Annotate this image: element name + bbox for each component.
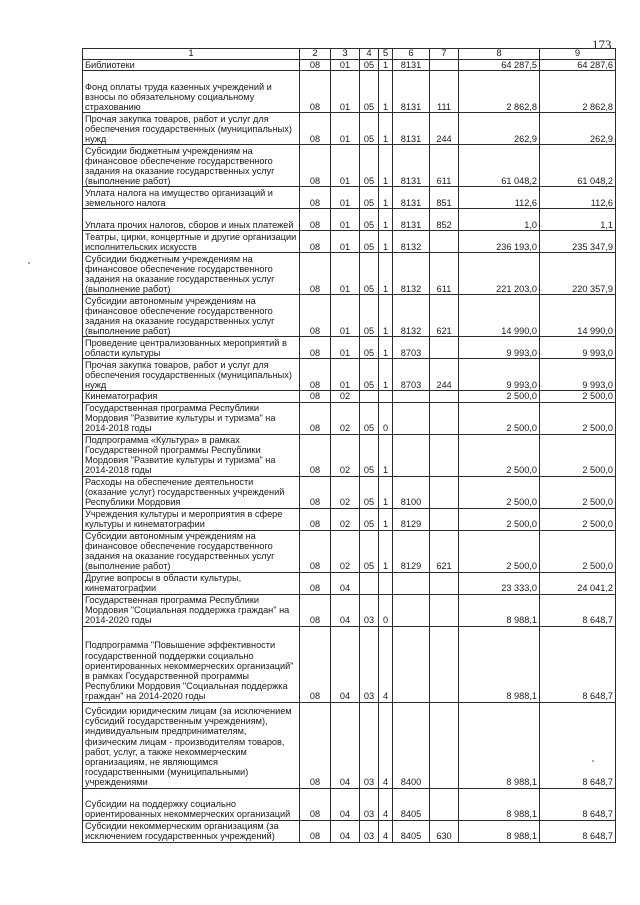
column-header: 3 [331,49,360,60]
cell-expense-type [430,402,459,434]
cell-amount-1: 2 500,0 [459,476,540,508]
cell-name: Учреждения культуры и мероприятия в сфере культуры и кинематографии [83,508,300,530]
cell-amount-2: 112,6 [540,187,616,209]
cell-program: 05 [360,60,379,71]
cell-amount-1: 8 988,1 [459,594,540,626]
table-row [83,530,616,572]
cell-name: Субсидии автономным учреждениям на финансовое обеспечение государственного задания на оказание государственных услуг (выполнение работ) [83,530,300,572]
cell-amount-2: 14 990,0 [540,295,616,337]
cell-subprogram: 1 [379,434,393,476]
cell-expense-type [430,391,459,402]
cell-amount-2: 9 993,0 [540,359,616,391]
table-row [83,702,616,788]
cell-expense-type [430,337,459,359]
cell-section: 08 [300,391,331,402]
cell-subprogram: 1 [379,508,393,530]
cell-subsection: 01 [331,145,360,187]
cell-subprogram: 1 [379,337,393,359]
cell-subprogram: 4 [379,626,393,702]
cell-expense-type: 621 [430,295,459,337]
cell-section: 08 [300,337,331,359]
cell-expense-type [430,231,459,253]
cell-amount-2: 8 648,7 [540,702,616,788]
table-row [83,626,616,702]
cell-subsection: 01 [331,295,360,337]
cell-amount-2: 2 500,0 [540,476,616,508]
cell-amount-2: 64 287,6 [540,60,616,71]
cell-subprogram: 1 [379,209,393,231]
cell-amount-2: 8 648,7 [540,788,616,820]
cell-expense-type: 852 [430,209,459,231]
scan-speck [592,760,594,762]
cell-amount-2: 8 648,7 [540,626,616,702]
cell-direction [393,626,430,702]
cell-subsection: 02 [331,402,360,434]
cell-amount-1: 14 990,0 [459,295,540,337]
cell-subprogram: 4 [379,820,393,842]
cell-subprogram: 4 [379,788,393,820]
cell-subsection: 01 [331,359,360,391]
cell-amount-1: 236 193,0 [459,231,540,253]
cell-amount-1: 1,0 [459,209,540,231]
cell-subsection: 04 [331,820,360,842]
table-row [83,295,616,337]
cell-amount-1: 8 988,1 [459,820,540,842]
cell-name: Уплата прочих налогов, сборов и иных платежей [83,209,300,231]
cell-direction: 8703 [393,359,430,391]
cell-section: 08 [300,295,331,337]
table-row [83,476,616,508]
cell-subsection: 02 [331,508,360,530]
cell-expense-type: 111 [430,71,459,113]
cell-subsection: 02 [331,530,360,572]
table-row [83,402,616,434]
cell-amount-1: 262,9 [459,113,540,145]
cell-direction [393,402,430,434]
cell-amount-1: 2 500,0 [459,391,540,402]
table-row [83,71,616,113]
column-header: 2 [300,49,331,60]
cell-expense-type: 611 [430,253,459,295]
cell-name: Субсидии на поддержку социально ориентированных некоммерческих организаций [83,788,300,820]
cell-program: 03 [360,788,379,820]
cell-amount-1: 8 988,1 [459,788,540,820]
cell-subsection: 01 [331,337,360,359]
cell-direction [393,391,430,402]
table-row [83,572,616,594]
table-row [83,788,616,820]
cell-subprogram [379,391,393,402]
cell-program: 05 [360,476,379,508]
cell-direction: 8405 [393,788,430,820]
cell-subprogram: 0 [379,594,393,626]
cell-expense-type: 851 [430,187,459,209]
cell-name: Проведение централизованных мероприятий в области культуры [83,337,300,359]
cell-amount-2: 2 500,0 [540,530,616,572]
table-body [83,60,616,842]
cell-program: 03 [360,820,379,842]
cell-expense-type: 611 [430,145,459,187]
cell-name: Субсидии юридическим лицам (за исключением субсидий государственным учреждениям), индивидуальным предпринимателям, физическим лицам - производителям товаров, работ, услуг, а также некоммерческим организациям, не являющимся государственными (муниципальными) учреждениями [83,702,300,788]
cell-amount-1: 2 500,0 [459,402,540,434]
cell-subsection: 01 [331,231,360,253]
table-row [83,594,616,626]
table-row [83,209,616,231]
cell-direction: 8100 [393,476,430,508]
cell-subprogram: 0 [379,402,393,434]
cell-amount-2: 8 648,7 [540,820,616,842]
cell-program [360,391,379,402]
table-row [83,359,616,391]
cell-expense-type: 244 [430,113,459,145]
cell-amount-1: 221 203,0 [459,253,540,295]
cell-amount-1: 64 287,5 [459,60,540,71]
cell-amount-2: 2 500,0 [540,402,616,434]
cell-amount-2: 235 347,9 [540,231,616,253]
table-row [83,253,616,295]
cell-section: 08 [300,702,331,788]
cell-section: 08 [300,434,331,476]
column-header: 6 [393,49,430,60]
cell-amount-2: 2 500,0 [540,391,616,402]
cell-expense-type [430,434,459,476]
cell-expense-type [430,572,459,594]
cell-subsection: 02 [331,391,360,402]
column-header: 8 [459,49,540,60]
table-row [83,391,616,402]
cell-amount-1: 2 500,0 [459,530,540,572]
cell-subprogram: 1 [379,60,393,71]
cell-program [360,572,379,594]
column-header: 4 [360,49,379,60]
cell-direction: 8131 [393,113,430,145]
column-header-row [83,49,616,60]
cell-amount-2: 262,9 [540,113,616,145]
cell-program: 05 [360,434,379,476]
cell-subsection: 02 [331,434,360,476]
cell-section: 08 [300,402,331,434]
budget-table [82,48,616,843]
cell-name: Субсидии некоммерческим организациям (за исключением государственных учреждений) [83,820,300,842]
cell-subsection: 01 [331,187,360,209]
cell-name: Фонд оплаты труда казенных учреждений и взносы по обязательному социальному страхованию [83,71,300,113]
cell-section: 08 [300,359,331,391]
cell-name: Театры, цирки, концертные и другие организации исполнительских искусств [83,231,300,253]
cell-expense-type: 244 [430,359,459,391]
cell-name: Субсидии бюджетным учреждениям на финансовое обеспечение государственного задания на оказание государственных услуг (выполнение работ) [83,145,300,187]
cell-subsection: 01 [331,253,360,295]
column-header: 9 [540,49,616,60]
cell-section: 08 [300,145,331,187]
cell-section: 08 [300,231,331,253]
table-row [83,113,616,145]
cell-section: 08 [300,60,331,71]
cell-program: 03 [360,594,379,626]
scan-speck [28,262,30,264]
cell-subprogram: 1 [379,476,393,508]
cell-subprogram: 4 [379,702,393,788]
cell-amount-2: 8 648,7 [540,594,616,626]
cell-direction: 8131 [393,209,430,231]
cell-amount-1: 9 993,0 [459,337,540,359]
cell-section: 08 [300,788,331,820]
cell-section: 08 [300,626,331,702]
cell-subsection: 04 [331,626,360,702]
cell-program: 05 [360,187,379,209]
cell-expense-type [430,476,459,508]
cell-program: 05 [360,402,379,434]
cell-subsection: 01 [331,60,360,71]
cell-name: Прочая закупка товаров, работ и услуг для обеспечения государственных (муниципальных) нужд [83,359,300,391]
cell-section: 08 [300,508,331,530]
cell-amount-2: 61 048,2 [540,145,616,187]
cell-name: Государственная программа Республики Мордовия "Социальная поддержка граждан" на 2014-2020 годы [83,594,300,626]
cell-program: 03 [360,702,379,788]
cell-amount-1: 2 500,0 [459,508,540,530]
cell-amount-2: 1,1 [540,209,616,231]
cell-subprogram: 1 [379,530,393,572]
cell-amount-1: 23 333,0 [459,572,540,594]
cell-direction: 8131 [393,145,430,187]
cell-amount-1: 2 500,0 [459,434,540,476]
cell-direction [393,434,430,476]
cell-direction: 8400 [393,702,430,788]
cell-expense-type [430,702,459,788]
table-row [83,187,616,209]
cell-name: Субсидии бюджетным учреждениям на финансовое обеспечение государственного задания на оказание государственных услуг (выполнение работ) [83,253,300,295]
table-row [83,434,616,476]
cell-section: 08 [300,71,331,113]
cell-amount-2: 220 357,9 [540,253,616,295]
cell-subsection: 02 [331,476,360,508]
cell-subprogram: 1 [379,295,393,337]
cell-subsection: 04 [331,594,360,626]
cell-amount-2: 2 862,8 [540,71,616,113]
cell-program: 05 [360,209,379,231]
cell-name: Кинематография [83,391,300,402]
table-row [83,231,616,253]
cell-direction: 8129 [393,530,430,572]
cell-direction: 8129 [393,508,430,530]
cell-section: 08 [300,476,331,508]
cell-program: 03 [360,626,379,702]
cell-program: 05 [360,359,379,391]
cell-expense-type [430,788,459,820]
cell-subsection: 01 [331,209,360,231]
cell-direction: 8132 [393,231,430,253]
cell-expense-type [430,508,459,530]
cell-expense-type [430,60,459,71]
cell-section: 08 [300,187,331,209]
cell-subprogram: 1 [379,145,393,187]
cell-program: 05 [360,113,379,145]
cell-amount-2: 24 041,2 [540,572,616,594]
cell-amount-1: 2 862,8 [459,71,540,113]
cell-program: 05 [360,71,379,113]
cell-name: Расходы на обеспечение деятельности (оказание услуг) государственных учреждений Республики Мордовия [83,476,300,508]
cell-amount-2: 9 993,0 [540,337,616,359]
cell-amount-1: 112,6 [459,187,540,209]
cell-amount-1: 61 048,2 [459,145,540,187]
cell-direction: 8703 [393,337,430,359]
cell-program: 05 [360,253,379,295]
page-number: 173 [592,37,612,52]
cell-subsection: 01 [331,113,360,145]
cell-name: Подпрограмма «Культура» в рамках Государственной программы Республики Мордовия "Развитие культуры и туризма" на 2014-2018 годы [83,434,300,476]
cell-section: 08 [300,820,331,842]
cell-section: 08 [300,113,331,145]
cell-direction [393,594,430,626]
cell-subsection: 04 [331,572,360,594]
table-row [83,60,616,71]
cell-amount-1: 8 988,1 [459,626,540,702]
cell-name: Государственная программа Республики Мордовия "Развитие культуры и туризма" на 2014-2018 годы [83,402,300,434]
table-row [83,337,616,359]
cell-section: 08 [300,253,331,295]
cell-name: Подпрограмма "Повышение эффективности государственной поддержки социально ориентированных некоммерческих организаций" в рамках Государственной программы Республики Мордовия "Социальная поддержка граждан" на 2014-2020 годы [83,626,300,702]
cell-expense-type [430,626,459,702]
cell-subprogram: 1 [379,71,393,113]
cell-direction: 8131 [393,187,430,209]
cell-name: Уплата налога на имущество организаций и земельного налога [83,187,300,209]
column-header: 1 [83,49,300,60]
cell-program: 05 [360,530,379,572]
cell-direction: 8405 [393,820,430,842]
cell-subprogram [379,572,393,594]
cell-subprogram: 1 [379,187,393,209]
table-row [83,145,616,187]
cell-section: 08 [300,594,331,626]
cell-expense-type: 630 [430,820,459,842]
cell-direction: 8131 [393,60,430,71]
cell-subprogram: 1 [379,113,393,145]
cell-name: Прочая закупка товаров, работ и услуг для обеспечения государственных (муниципальных) нужд [83,113,300,145]
cell-subsection: 01 [331,71,360,113]
cell-subsection: 04 [331,788,360,820]
cell-section: 08 [300,572,331,594]
cell-program: 05 [360,295,379,337]
table-row [83,820,616,842]
cell-name: Библиотеки [83,60,300,71]
cell-direction: 8132 [393,295,430,337]
column-header: 5 [379,49,393,60]
table-row [83,508,616,530]
cell-name: Другие вопросы в области культуры, кинематографии [83,572,300,594]
cell-name: Субсидии автономным учреждениям на финансовое обеспечение государственного задания на оказание государственных услуг (выполнение работ) [83,295,300,337]
column-header: 7 [430,49,459,60]
cell-expense-type [430,594,459,626]
cell-direction [393,572,430,594]
cell-subprogram: 1 [379,359,393,391]
cell-program: 05 [360,508,379,530]
cell-section: 08 [300,209,331,231]
cell-direction: 8131 [393,71,430,113]
cell-program: 05 [360,231,379,253]
cell-expense-type: 621 [430,530,459,572]
cell-amount-2: 2 500,0 [540,508,616,530]
cell-section: 08 [300,530,331,572]
cell-subprogram: 1 [379,253,393,295]
cell-amount-1: 8 988,1 [459,702,540,788]
cell-program: 05 [360,337,379,359]
cell-amount-1: 9 993,0 [459,359,540,391]
cell-program: 05 [360,145,379,187]
cell-amount-2: 2 500,0 [540,434,616,476]
cell-subsection: 04 [331,702,360,788]
cell-subprogram: 1 [379,231,393,253]
cell-direction: 8132 [393,253,430,295]
